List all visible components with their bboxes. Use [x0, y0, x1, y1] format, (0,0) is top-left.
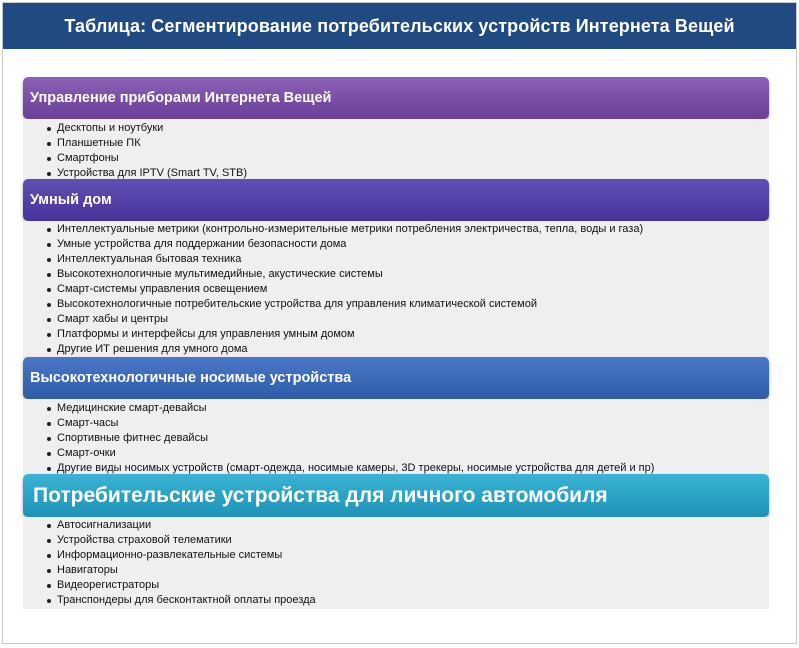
list-item: Интеллектуальные метрики (контрольно-измерительные метрики потребления электричества, тепла, воды и газа) — [23, 222, 769, 237]
section-list-iot-device-management — [23, 119, 769, 180]
list-item: Автосигнализации — [23, 518, 769, 533]
list-item: Информационно-развлекательные системы — [23, 548, 769, 563]
list-item: Другие ИТ решения для умного дома — [23, 342, 769, 357]
section-list-wearables — [23, 399, 769, 475]
list-item: Смарт хабы и центры — [23, 312, 769, 327]
section-list-car-devices — [23, 517, 769, 609]
list-item: Видеорегистраторы — [23, 578, 769, 593]
list-item: Спортивные фитнес девайсы — [23, 431, 769, 446]
page-title: Таблица: Сегментирование потребительских устройств Интернета Вещей — [3, 3, 796, 49]
list-item: Платформы и интерфейсы для управления умным домом — [23, 327, 769, 342]
list-item: Устройства страховой телематики — [23, 533, 769, 548]
section-heading-iot-device-management: Управление приборами Интернета Вещей — [23, 77, 769, 119]
list-item: Интеллектуальная бытовая техника — [23, 252, 769, 267]
list-item: Планшетные ПК — [23, 136, 769, 151]
list-item: Высокотехнологичные потребительские устройства для управления климатической системой — [23, 297, 769, 312]
list-item: Транспондеры для бесконтактной оплаты проезда — [23, 593, 769, 608]
section-list-smart-home — [23, 221, 769, 359]
list-item: Смарт-очки — [23, 446, 769, 461]
list-item: Устройства для IPTV (Smart TV, STB) — [23, 166, 769, 181]
section-heading-wearables: Высокотехнологичные носимые устройства — [23, 357, 769, 399]
list-item: Высокотехнологичные мультимедийные, акустические системы — [23, 267, 769, 282]
section-heading-smart-home: Умный дом — [23, 179, 769, 221]
list-item: Смарт-системы управления освещением — [23, 282, 769, 297]
list-item: Навигаторы — [23, 563, 769, 578]
list-item: Другие виды носимых устройств (смарт-одежда, носимые камеры, 3D трекеры, носимые устройства для детей и пр) — [23, 461, 769, 476]
list-item: Смарт-часы — [23, 416, 769, 431]
list-item: Медицинские смарт-девайсы — [23, 401, 769, 416]
section-heading-car-devices: Потребительские устройства для личного автомобиля — [23, 474, 769, 517]
list-item: Десктопы и ноутбуки — [23, 121, 769, 136]
list-item: Смартфоны — [23, 151, 769, 166]
list-item: Умные устройства для поддержании безопасности дома — [23, 237, 769, 252]
